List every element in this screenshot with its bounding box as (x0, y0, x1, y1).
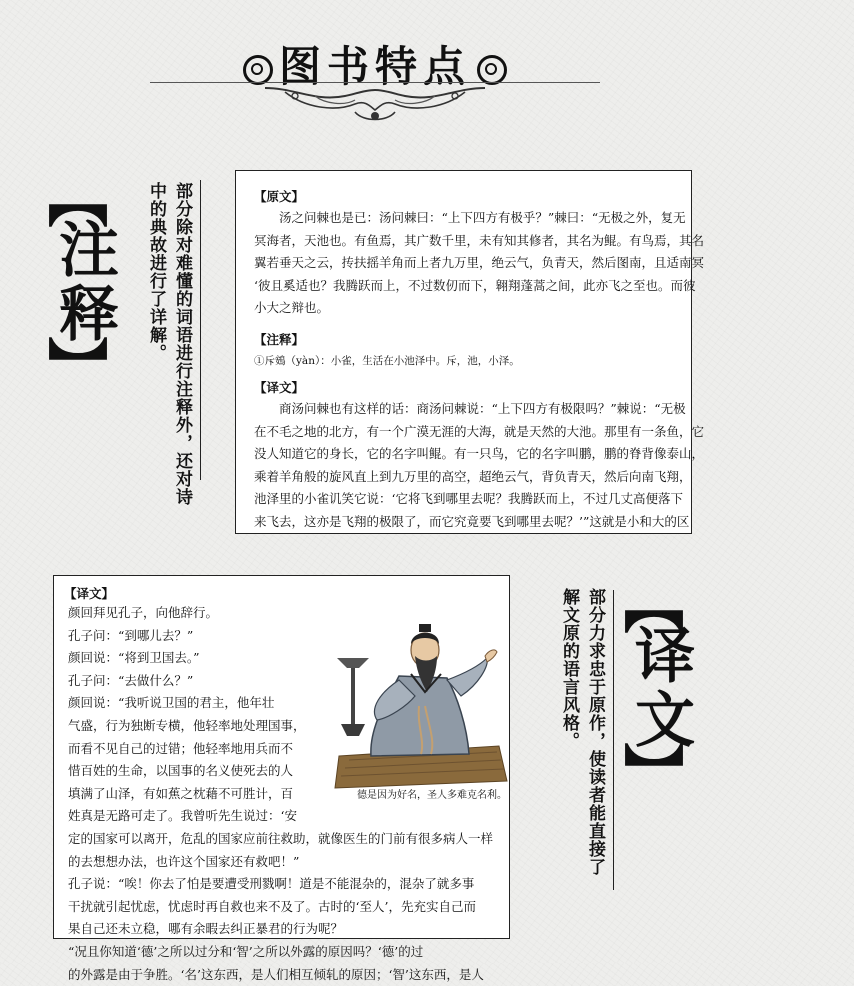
translation-line: 颜回说：“我听说卫国的君主，他年壮 (68, 692, 328, 715)
translation-line: 商汤问棘也有这样的话：商汤问棘说：“上下四方有极限吗？”棘说：“无极 (254, 398, 854, 421)
translation-line: 池泽里的小雀讥笑它说：‘它将飞到哪里去呢？我腾跃而上，不过几丈高便落下 (254, 488, 854, 511)
annotation-heading: 注释 (54, 218, 114, 346)
note-text: ①斥鴳（yàn）：小雀，生活在小池泽中。斥，池，小泽。 (254, 350, 854, 373)
original-line: ‘彼且奚适也？我腾跃而上，不过数仞而下，翱翔蓬蒿之间，此亦飞之至也。而彼 (254, 275, 854, 298)
original-label: 【原文】 (254, 187, 854, 205)
translation-line: 定的国家可以离开，危乱的国家应前往救助，就像医生的门前有很多病人一样 (68, 828, 328, 851)
original-line: 冥海者，天池也。有鱼焉，其广数千里，未有知其修者，其名为鲲。有鸟焉，其名 (254, 230, 854, 253)
translation-heading: 译文 (630, 624, 690, 752)
annotation-description: 部分除对难懂的词语进行注释外，还对诗中的典故进行了详解。 (143, 182, 195, 512)
translation-line: 孔子问：“去做什么？” (68, 670, 328, 693)
translation-line: 在不毛之地的北方，有一个广漠无涯的大海，就是天然的大池。那里有一条鱼，它 (254, 421, 854, 444)
translation-line: 干扰就引起忧虑，忧虑时再自救也来不及了。古时的‘至人’，先充实自己而 (68, 896, 328, 919)
translation-line: 的去想想办法，也许这个国家还有救吧！” (68, 851, 328, 874)
translation-line: 填满了山泽，有如蕉之枕藉不可胜计，百 (68, 783, 328, 806)
note-label: 【注释】 (254, 330, 854, 348)
translation-line: 而看不见自己的过错；他轻率地用兵而不 (68, 738, 328, 761)
translation-line: 果自己还未立稳，哪有余暇去纠正暴君的行为呢？ (68, 918, 328, 941)
translation-line: 惜百姓的生命，以国事的名义使死去的人 (68, 760, 328, 783)
bracket-open-icon: 【 (641, 569, 681, 639)
translation-line: 颜回拜见孔子，向他辞行。 (68, 602, 328, 625)
page-title: 图书特点 (0, 34, 750, 94)
image-caption: 德是因为好名，圣人多难克名利。 (357, 786, 507, 801)
translation-description: 部分力求忠于原作，使读者能直接了解文原的语言风格。 (556, 588, 608, 888)
sample-box-original (235, 170, 692, 534)
translation-rule (613, 590, 614, 890)
bracket-open-icon: 【 (65, 163, 105, 233)
translation-label: 【译文】 (254, 378, 854, 396)
annotation-heading-block (50, 178, 120, 386)
translation-line: 气盛，行为独断专横，他轻率地处理国事， (68, 715, 328, 738)
bracket-close-icon: 】 (65, 331, 105, 401)
ornament-ring-right-icon (477, 55, 507, 85)
original-line: 小大之辩也。 (254, 297, 854, 320)
sage-illustration (329, 596, 509, 796)
ornament-ring-left-icon (243, 55, 273, 85)
translation-heading-block (626, 584, 696, 792)
translation-line: 孔子问：“到哪儿去？” (68, 625, 328, 648)
bracket-close-icon: 】 (641, 737, 681, 807)
translation-line: “况且你知道‘德’之所以过分和‘智’之所以外露的原因吗？‘德’的过 (68, 941, 328, 964)
ornament-scroll-icon (255, 82, 495, 124)
sample-box-translation (53, 575, 510, 939)
translation-line: 没人知道它的身长，它的名字叫鲲。有一只鸟，它的名字叫鹏，鹏的脊背像泰山， (254, 443, 854, 466)
translation-line: 颜回说：“将到卫国去。” (68, 647, 328, 670)
translation-line: 姓真是无路可走了。我曾听先生说过：‘安 (68, 805, 328, 828)
translation-line: 乘着羊角般的旋风直上到九万里的高空，超绝云气，背负青天，然后向南飞翔， (254, 466, 854, 489)
translation-line: 的外露是由于争胜。‘名’这东西，是人们相互倾轧的原因；‘智’这东西，是人 (68, 964, 328, 986)
original-line: 翼若垂天之云，抟扶摇羊角而上者九万里，绝云气，负青天，然后图南，且适南冥 (254, 252, 854, 275)
translation-line: 孔子说：“唉！你去了怕是要遭受刑戮啊！道是不能混杂的，混杂了就多事 (68, 873, 328, 896)
translation-line: 来飞去，这亦是飞翔的极限了，而它究竟要飞到哪里去呢？’”这就是小和大的区 (254, 511, 854, 534)
header (0, 22, 750, 132)
original-line: 汤之问棘也是已：汤问棘曰：“上下四方有极乎？”棘曰：“无极之外，复无 (254, 207, 854, 230)
translation-label: 【译文】 (64, 584, 114, 602)
annotation-rule (200, 180, 201, 480)
